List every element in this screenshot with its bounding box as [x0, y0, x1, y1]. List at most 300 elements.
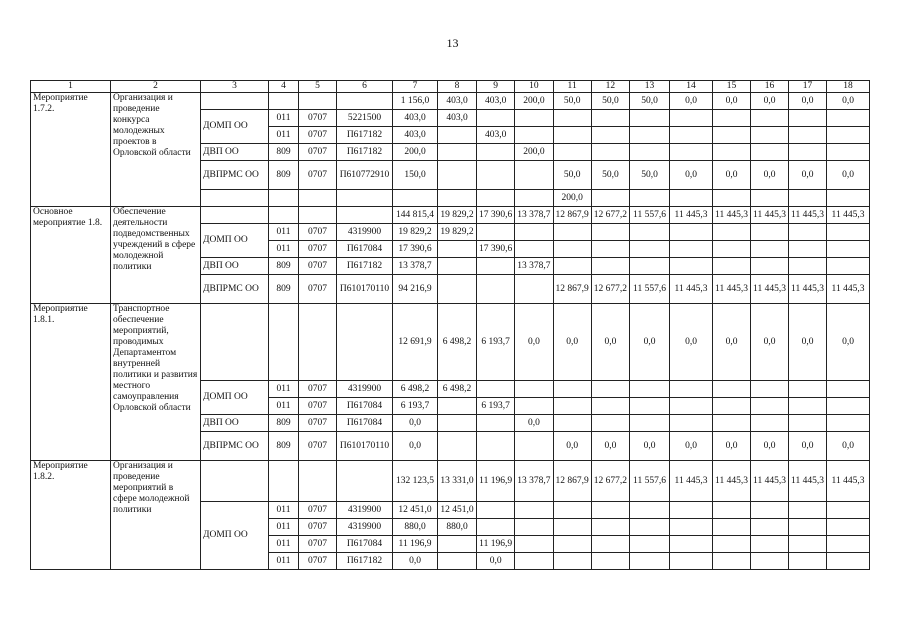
empty-cell	[789, 519, 827, 536]
empty-cell	[713, 190, 751, 207]
article-cell: П610772910	[337, 161, 393, 190]
empty-cell	[827, 553, 870, 570]
article-cell: П617182	[337, 127, 393, 144]
value-cell: 0,0	[393, 553, 438, 570]
total-value: 6 193,7	[477, 304, 515, 381]
total-value: 6 498,2	[438, 304, 477, 381]
column-number: 3	[201, 81, 269, 93]
article-cell: 4319900	[337, 519, 393, 536]
section-cell: 0707	[299, 536, 337, 553]
article-cell: П617084	[337, 536, 393, 553]
empty-cell	[630, 502, 670, 519]
value-cell: 0,0	[827, 161, 870, 190]
total-value: 11 445,3	[713, 207, 751, 224]
value-cell: 12 677,2	[591, 275, 629, 304]
total-value: 11 557,6	[630, 207, 670, 224]
empty-cell	[713, 241, 751, 258]
empty-cell	[553, 224, 591, 241]
empty-cell	[827, 258, 870, 275]
total-value: 0,0	[630, 304, 670, 381]
section-cell: 0707	[299, 127, 337, 144]
empty-cell	[713, 398, 751, 415]
total-value: 12 867,9	[553, 207, 591, 224]
empty-cell	[515, 110, 553, 127]
empty-cell	[269, 304, 299, 381]
section-cell: 0707	[299, 275, 337, 304]
value-cell: 0,0	[670, 432, 713, 461]
value-cell: 50,0	[553, 161, 591, 190]
value-cell: 0,0	[751, 432, 789, 461]
value-cell: 11 445,3	[670, 275, 713, 304]
empty-cell	[515, 127, 553, 144]
activity-code: Мероприятие 1.7.2.	[31, 93, 111, 207]
empty-cell	[553, 258, 591, 275]
value-cell: 11 557,6	[630, 275, 670, 304]
value-cell: 12 451,0	[393, 502, 438, 519]
empty-cell	[553, 536, 591, 553]
total-value: 11 557,6	[630, 461, 670, 502]
value-cell	[438, 536, 477, 553]
total-value: 132 123,5	[393, 461, 438, 502]
total-value: 0,0	[713, 304, 751, 381]
article-cell: П610170110	[337, 432, 393, 461]
empty-cell	[299, 461, 337, 502]
empty-cell	[269, 207, 299, 224]
section-cell: 0707	[299, 553, 337, 570]
article-cell: П617182	[337, 258, 393, 275]
empty-cell	[553, 110, 591, 127]
value-cell: 880,0	[438, 519, 477, 536]
value-cell	[515, 161, 553, 190]
empty-cell	[591, 258, 629, 275]
ministry-name: ДВП ОО	[201, 258, 269, 275]
empty-cell	[670, 241, 713, 258]
empty-cell	[337, 207, 393, 224]
value-cell: 0,0	[393, 432, 438, 461]
total-value: 50,0	[553, 93, 591, 110]
value-cell: 0,0	[827, 432, 870, 461]
article-cell: 4319900	[337, 502, 393, 519]
empty-cell	[827, 190, 870, 207]
empty-cell	[670, 190, 713, 207]
empty-cell	[630, 381, 670, 398]
empty-cell	[591, 553, 629, 570]
value-cell	[438, 127, 477, 144]
empty-cell	[827, 381, 870, 398]
empty-cell	[713, 144, 751, 161]
code-cell: 011	[269, 381, 299, 398]
value-cell	[477, 275, 515, 304]
section-cell: 0707	[299, 398, 337, 415]
empty-cell	[789, 536, 827, 553]
empty-cell	[827, 144, 870, 161]
total-value: 403,0	[438, 93, 477, 110]
empty-cell	[789, 553, 827, 570]
empty-cell	[827, 110, 870, 127]
column-number: 12	[591, 81, 629, 93]
value-cell: 19 829,2	[393, 224, 438, 241]
total-value: 50,0	[630, 93, 670, 110]
value-cell	[477, 144, 515, 161]
total-value: 11 196,9	[477, 461, 515, 502]
article-cell: П617182	[337, 553, 393, 570]
value-cell: 0,0	[515, 415, 553, 432]
article-cell: П617084	[337, 398, 393, 415]
empty-cell	[337, 190, 393, 207]
total-value: 12 691,9	[393, 304, 438, 381]
total-value: 0,0	[789, 93, 827, 110]
value-cell: 150,0	[393, 161, 438, 190]
empty-cell	[477, 381, 515, 398]
activity-description: Обеспечение деятельности подведомственных учреждений в сфере молодежной политики	[111, 207, 201, 304]
column-number: 13	[630, 81, 670, 93]
activity-total-row	[31, 304, 870, 381]
article-cell: П617084	[337, 415, 393, 432]
value-cell: 11 445,3	[751, 275, 789, 304]
total-value: 403,0	[477, 93, 515, 110]
empty-cell	[789, 241, 827, 258]
value-cell: 6 193,7	[393, 398, 438, 415]
empty-cell	[269, 190, 299, 207]
column-number: 16	[751, 81, 789, 93]
empty-cell	[789, 398, 827, 415]
article-cell: П610170110	[337, 275, 393, 304]
column-number: 10	[515, 81, 553, 93]
empty-cell	[201, 190, 269, 207]
empty-cell	[630, 190, 670, 207]
empty-cell	[553, 415, 591, 432]
empty-cell	[630, 144, 670, 161]
empty-cell	[630, 553, 670, 570]
value-cell	[477, 415, 515, 432]
empty-cell	[299, 207, 337, 224]
empty-cell	[827, 519, 870, 536]
column-number: 14	[670, 81, 713, 93]
value-cell: 200,0	[553, 190, 591, 207]
column-number: 11	[553, 81, 591, 93]
article-cell: П617084	[337, 241, 393, 258]
total-value: 11 445,3	[670, 207, 713, 224]
total-value: 0,0	[670, 304, 713, 381]
total-value: 0,0	[553, 304, 591, 381]
code-cell: 011	[269, 519, 299, 536]
empty-cell	[591, 398, 629, 415]
empty-cell	[630, 224, 670, 241]
empty-cell	[553, 502, 591, 519]
empty-cell	[751, 381, 789, 398]
total-value: 12 867,9	[553, 461, 591, 502]
empty-cell	[751, 110, 789, 127]
budget-table	[30, 80, 870, 570]
empty-cell	[591, 190, 629, 207]
section-cell: 0707	[299, 161, 337, 190]
value-cell: 0,0	[630, 432, 670, 461]
empty-cell	[553, 381, 591, 398]
value-cell: 12 451,0	[438, 502, 477, 519]
empty-cell	[477, 190, 515, 207]
total-value: 0,0	[713, 93, 751, 110]
value-cell: 11 445,3	[789, 275, 827, 304]
empty-cell	[789, 127, 827, 144]
value-cell: 200,0	[515, 144, 553, 161]
empty-cell	[713, 536, 751, 553]
empty-cell	[299, 304, 337, 381]
column-number: 1	[31, 81, 111, 93]
total-value: 144 815,4	[393, 207, 438, 224]
code-cell: 011	[269, 398, 299, 415]
value-cell	[438, 161, 477, 190]
empty-cell	[591, 127, 629, 144]
value-cell	[438, 398, 477, 415]
section-cell: 0707	[299, 144, 337, 161]
value-cell: 200,0	[393, 144, 438, 161]
empty-cell	[751, 398, 789, 415]
empty-cell	[591, 110, 629, 127]
code-cell: 011	[269, 502, 299, 519]
empty-cell	[553, 553, 591, 570]
empty-cell	[670, 224, 713, 241]
value-cell	[438, 415, 477, 432]
empty-cell	[751, 553, 789, 570]
value-cell: 11 445,3	[827, 275, 870, 304]
value-cell: 6 498,2	[438, 381, 477, 398]
empty-cell	[630, 519, 670, 536]
empty-cell	[591, 536, 629, 553]
activity-description: Организация и проведение конкурса молодежных проектов в Орловской области	[111, 93, 201, 207]
value-cell: 0,0	[553, 432, 591, 461]
article-cell: 5221500	[337, 110, 393, 127]
empty-cell	[630, 258, 670, 275]
empty-cell	[477, 519, 515, 536]
value-cell: 6 498,2	[393, 381, 438, 398]
value-cell	[477, 432, 515, 461]
total-value: 11 445,3	[789, 207, 827, 224]
total-value: 11 445,3	[713, 461, 751, 502]
empty-cell	[670, 398, 713, 415]
empty-cell	[670, 258, 713, 275]
total-value: 11 445,3	[751, 207, 789, 224]
code-cell: 011	[269, 536, 299, 553]
ministry-name: ДОМП ОО	[201, 224, 269, 258]
empty-cell	[591, 415, 629, 432]
total-value: 11 445,3	[827, 461, 870, 502]
ministry-name: ДОМП ОО	[201, 381, 269, 415]
empty-cell	[393, 190, 438, 207]
value-cell: 50,0	[630, 161, 670, 190]
empty-cell	[515, 241, 553, 258]
empty-cell	[751, 224, 789, 241]
value-cell: 0,0	[393, 415, 438, 432]
total-value: 200,0	[515, 93, 553, 110]
empty-cell	[553, 127, 591, 144]
section-cell: 0707	[299, 432, 337, 461]
empty-cell	[713, 553, 751, 570]
empty-cell	[591, 519, 629, 536]
activity-description: Организация и проведение мероприятий в сфере молодежной политики	[111, 461, 201, 570]
empty-cell	[591, 144, 629, 161]
total-value: 13 378,7	[515, 461, 553, 502]
page-number: 13	[446, 36, 459, 50]
value-cell: 12 867,9	[553, 275, 591, 304]
empty-cell	[515, 553, 553, 570]
total-value: 0,0	[751, 93, 789, 110]
section-cell: 0707	[299, 241, 337, 258]
empty-cell	[515, 381, 553, 398]
empty-cell	[751, 502, 789, 519]
code-cell: 011	[269, 127, 299, 144]
article-cell: 4319900	[337, 381, 393, 398]
column-number: 17	[789, 81, 827, 93]
empty-cell	[299, 93, 337, 110]
value-cell: 17 390,6	[477, 241, 515, 258]
total-value: 19 829,2	[438, 207, 477, 224]
empty-cell	[670, 415, 713, 432]
column-number: 9	[477, 81, 515, 93]
code-cell: 809	[269, 144, 299, 161]
code-cell: 809	[269, 161, 299, 190]
activity-total-row	[31, 461, 870, 502]
value-cell: 0,0	[789, 161, 827, 190]
section-cell: 0707	[299, 110, 337, 127]
activity-total-row	[31, 93, 870, 110]
empty-cell	[789, 144, 827, 161]
value-cell: 17 390,6	[393, 241, 438, 258]
section-cell: 0707	[299, 502, 337, 519]
total-value: 12 677,2	[591, 461, 629, 502]
empty-cell	[201, 93, 269, 110]
empty-cell	[751, 241, 789, 258]
value-cell: 403,0	[393, 110, 438, 127]
value-cell: 0,0	[751, 161, 789, 190]
empty-cell	[269, 461, 299, 502]
empty-cell	[670, 110, 713, 127]
empty-cell	[751, 415, 789, 432]
article-cell: П617182	[337, 144, 393, 161]
total-value: 11 445,3	[670, 461, 713, 502]
code-cell: 809	[269, 415, 299, 432]
empty-cell	[670, 553, 713, 570]
total-value: 12 677,2	[591, 207, 629, 224]
total-value: 0,0	[827, 304, 870, 381]
empty-cell	[553, 241, 591, 258]
value-cell: 0,0	[591, 432, 629, 461]
empty-cell	[337, 461, 393, 502]
empty-cell	[789, 190, 827, 207]
empty-cell	[713, 224, 751, 241]
total-value: 17 390,6	[477, 207, 515, 224]
empty-cell	[515, 224, 553, 241]
empty-cell	[789, 258, 827, 275]
empty-cell	[477, 110, 515, 127]
empty-cell	[789, 415, 827, 432]
empty-cell	[201, 461, 269, 502]
empty-cell	[515, 190, 553, 207]
code-cell: 011	[269, 553, 299, 570]
value-cell: 11 445,3	[713, 275, 751, 304]
empty-cell	[789, 381, 827, 398]
activity-code: Мероприятие 1.8.2.	[31, 461, 111, 570]
empty-cell	[630, 415, 670, 432]
empty-cell	[591, 502, 629, 519]
empty-cell	[515, 502, 553, 519]
section-cell: 0707	[299, 415, 337, 432]
ministry-name: ДВПРМС ОО	[201, 432, 269, 461]
code-cell: 809	[269, 258, 299, 275]
empty-cell	[713, 415, 751, 432]
empty-cell	[630, 536, 670, 553]
empty-cell	[751, 190, 789, 207]
value-cell: 0,0	[789, 432, 827, 461]
empty-cell	[477, 224, 515, 241]
empty-cell	[553, 519, 591, 536]
column-number: 4	[269, 81, 299, 93]
empty-cell	[751, 144, 789, 161]
code-cell: 011	[269, 241, 299, 258]
empty-cell	[438, 190, 477, 207]
total-value: 13 331,0	[438, 461, 477, 502]
code-cell: 011	[269, 110, 299, 127]
value-cell: 50,0	[591, 161, 629, 190]
ministry-name: ДВП ОО	[201, 144, 269, 161]
ministry-name: ДОМП ОО	[201, 110, 269, 144]
total-value: 1 156,0	[393, 93, 438, 110]
value-cell: 19 829,2	[438, 224, 477, 241]
empty-cell	[201, 207, 269, 224]
empty-cell	[337, 304, 393, 381]
value-cell	[438, 432, 477, 461]
empty-cell	[789, 224, 827, 241]
empty-cell	[670, 381, 713, 398]
empty-cell	[751, 536, 789, 553]
empty-cell	[591, 381, 629, 398]
empty-cell	[269, 93, 299, 110]
section-cell: 0707	[299, 381, 337, 398]
empty-cell	[670, 127, 713, 144]
empty-cell	[630, 398, 670, 415]
empty-cell	[670, 519, 713, 536]
column-number: 8	[438, 81, 477, 93]
value-cell: 0,0	[713, 432, 751, 461]
value-cell: 94 216,9	[393, 275, 438, 304]
value-cell: 0,0	[670, 161, 713, 190]
header-row	[31, 81, 870, 93]
empty-cell	[201, 304, 269, 381]
value-cell	[438, 144, 477, 161]
value-cell: 13 378,7	[515, 258, 553, 275]
empty-cell	[630, 127, 670, 144]
code-cell: 809	[269, 275, 299, 304]
value-cell	[438, 258, 477, 275]
code-cell: 011	[269, 224, 299, 241]
empty-cell	[713, 110, 751, 127]
value-cell: 880,0	[393, 519, 438, 536]
section-cell: 0707	[299, 258, 337, 275]
empty-cell	[789, 110, 827, 127]
value-cell	[438, 241, 477, 258]
activity-total-row	[31, 207, 870, 224]
empty-cell	[553, 144, 591, 161]
empty-cell	[827, 398, 870, 415]
activity-description: Транспортное обеспечение мероприятий, проводимых Департаментом внутренней политики и развития местного самоуправления Орловской области	[111, 304, 201, 461]
empty-cell	[827, 241, 870, 258]
empty-cell	[515, 398, 553, 415]
value-cell	[515, 432, 553, 461]
value-cell: 403,0	[393, 127, 438, 144]
empty-cell	[591, 224, 629, 241]
total-value: 0,0	[515, 304, 553, 381]
empty-cell	[515, 536, 553, 553]
total-value: 50,0	[591, 93, 629, 110]
